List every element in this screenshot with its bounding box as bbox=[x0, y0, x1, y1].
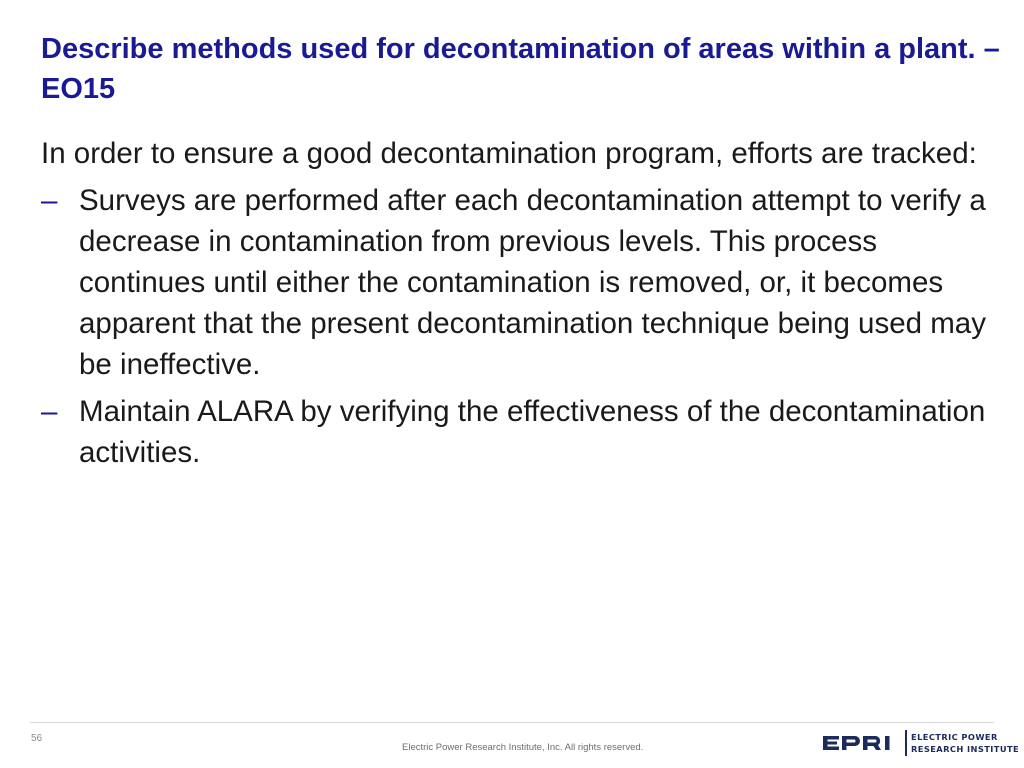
copyright-notice: Electric Power Research Institute, Inc. All rights reserved. bbox=[402, 742, 644, 753]
epri-logo bbox=[821, 728, 1020, 758]
logo-text-line2: RESEARCH INSTITUTE bbox=[911, 744, 1020, 754]
epri-logo-icon bbox=[821, 733, 903, 753]
logo-divider bbox=[905, 730, 907, 756]
slide-body bbox=[41, 133, 991, 479]
bullet-list bbox=[41, 180, 991, 473]
bullet-text: Maintain ALARA by verifying the effectiveness of the decontamination activities. bbox=[79, 395, 986, 469]
logo-text-line1: ELECTRIC POWER bbox=[911, 732, 998, 742]
footer-divider bbox=[30, 722, 994, 723]
page-number: 56 bbox=[31, 733, 43, 744]
bullet-item bbox=[41, 180, 991, 385]
intro-text: In order to ensure a good decontamination program, efforts are tracked: bbox=[41, 137, 977, 170]
dash-bullet-icon: – bbox=[41, 184, 58, 217]
slide-title: Describe methods used for decontamination of areas within a plant. – EO15 bbox=[41, 33, 1000, 105]
bullet-text: Surveys are performed after each decontamination attempt to verify a decrease in contamination from previous levels. This process continues until either the contamination is removed, or, it becomes apparent that the present decontamination technique being used may be ineffective. bbox=[79, 184, 986, 381]
bullet-item bbox=[41, 391, 991, 473]
dash-bullet-icon: – bbox=[41, 395, 58, 428]
